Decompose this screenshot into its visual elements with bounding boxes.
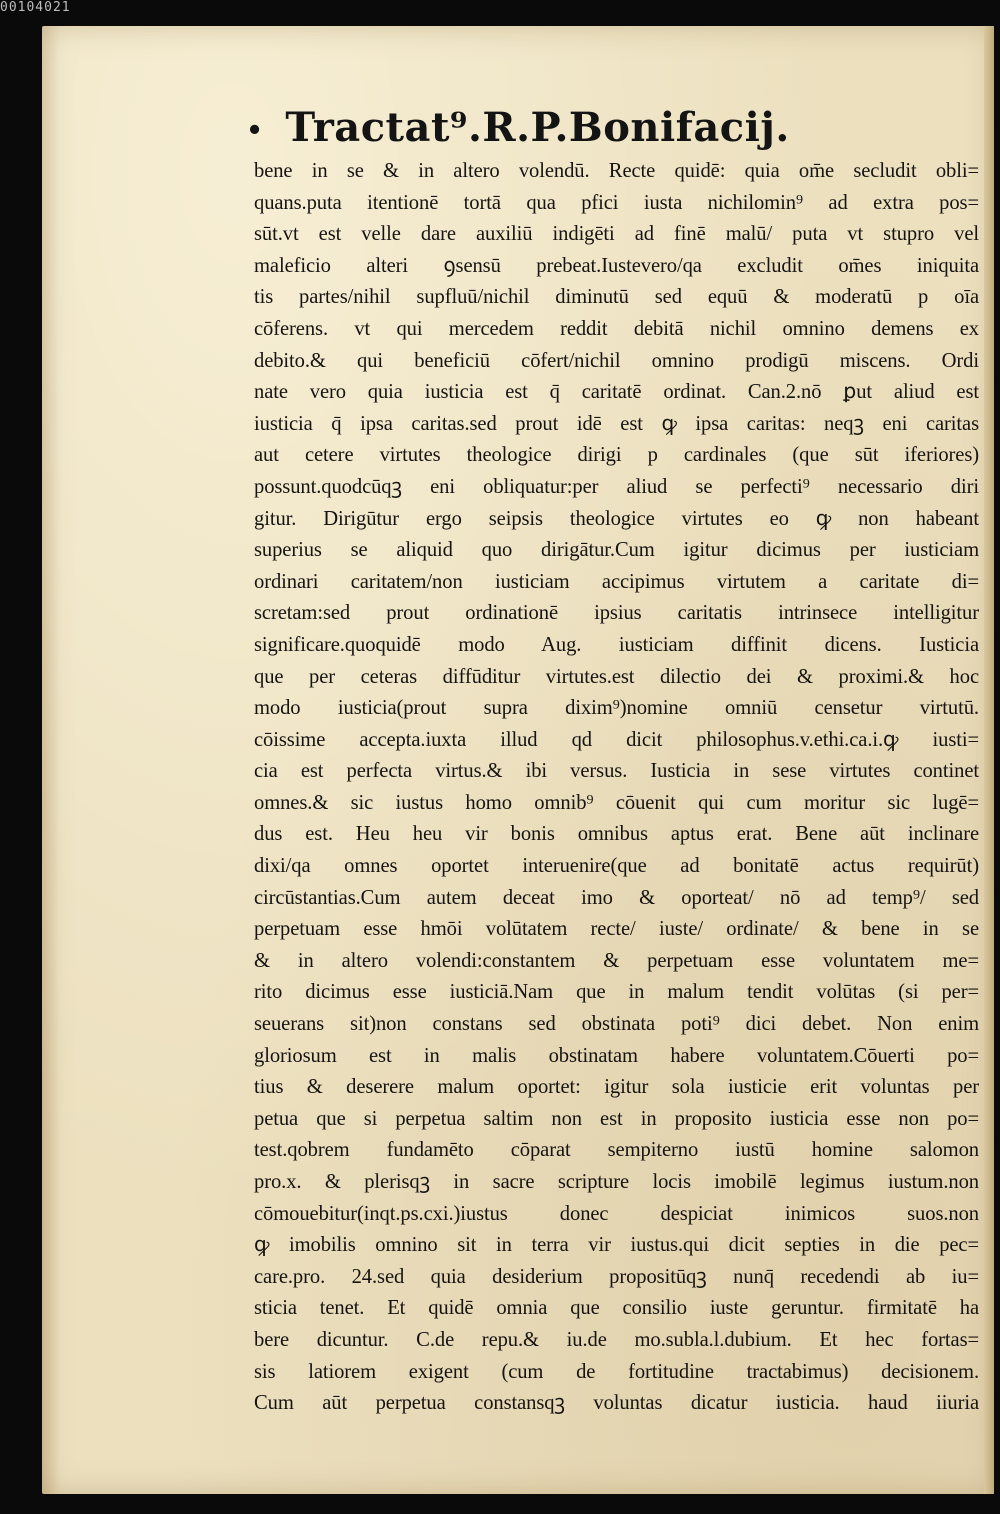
text-line: que per ceteras diffūditur virtutes.est dilectio dei & proximi.& hoc bbox=[254, 665, 979, 688]
text-line: pro.x. & plerisqꝫ in sacre scripture locis imobilē legimus iustum.non bbox=[254, 1171, 979, 1193]
text-line: quans.puta itentionē tortā qua pfici iusta nichilomin⁹ ad extra pos= bbox=[254, 191, 979, 214]
text-line: cōissime accepta.iuxta illud qd dicit philosophus.v.ethi.ca.i.ꝙ iusti= bbox=[254, 728, 979, 751]
text-line: bene in se & in altero volendū. Recte quidē: quia om̄e secludit obli= bbox=[254, 160, 979, 182]
text-line: ordinari caritatem/non iusticiam accipimus virtutem a caritate di= bbox=[254, 570, 979, 593]
text-line: significare.quoquidē modo Aug. iusticiam diffinit dicens. Iusticia bbox=[254, 633, 979, 656]
text-line: tius & deserere malum oportet: igitur sola iusticie erit voluntas per bbox=[254, 1076, 979, 1099]
scan-id-label: 00104021 bbox=[0, 0, 71, 15]
text-line: rito dicimus esse iusticiā.Nam que in malum tendit volūtas (si per= bbox=[254, 981, 979, 1004]
text-line: scretam:sed prout ordinationē ipsius caritatis intrinsece intelligitur bbox=[254, 602, 979, 625]
running-header bbox=[42, 104, 994, 151]
text-line: ꝙ imobilis omnino sit in terra vir iustus.qui dicit septies in die pec= bbox=[254, 1234, 979, 1257]
text-line: test.qobrem fundamēto cōparat sempiterno iustū homine salomon bbox=[254, 1139, 979, 1162]
text-line: modo iusticia(prout supra dixim⁹)nomine omniū censetur virtutū. bbox=[254, 697, 979, 720]
text-line: dus est. Heu heu vir bonis omnibus aptus erat. Bene aūt inclinare bbox=[254, 823, 979, 846]
text-line: care.pro. 24.sed quia desiderium propositūqꝫ nunq̄ recedendi ab iu= bbox=[254, 1265, 979, 1288]
text-line: Cum aūt perpetua constansqꝫ voluntas dicatur iusticia. haud iiuria bbox=[254, 1392, 979, 1415]
text-line: petua que si perpetua saltim non est in proposito iusticia esse non po= bbox=[254, 1107, 979, 1130]
text-line: cia est perfecta virtus.& ibi versus. Iusticia in sese virtutes continet bbox=[254, 760, 979, 783]
text-line: debito.& qui beneficiū cōfert/nichil omnino prodigū miscens. Ordi bbox=[254, 349, 979, 372]
text-line: aut cetere virtutes theologice dirigi p cardinales (que sūt iferiores) bbox=[254, 444, 979, 467]
text-line: gloriosum est in malis obstinatam habere voluntatem.Cōuerti po= bbox=[254, 1044, 979, 1067]
text-line: sūt.vt est velle dare auxiliū indigēti ad finē malū/ puta vt stupro vel bbox=[254, 223, 979, 246]
text-line: & in altero volendi:constantem & perpetuam esse voluntatem me= bbox=[254, 949, 979, 972]
text-line: superius se aliquid quo dirigātur.Cum igitur dicimus per iusticiam bbox=[254, 539, 979, 562]
header-dot-icon: • bbox=[246, 116, 264, 146]
page-edge bbox=[984, 26, 994, 1494]
text-column bbox=[254, 156, 979, 1420]
text-line: seuerans sit)non constans sed obstinata poti⁹ dici debet. Non enim bbox=[254, 1013, 979, 1036]
text-line: omnes.& sic iustus homo omnib⁹ cōuenit qui cum moritur sic lugē= bbox=[254, 791, 979, 814]
text-line: iusticia q̄ ipsa caritas.sed prout idē est ꝙ ipsa caritas: neqꝫ eni caritas bbox=[254, 412, 979, 435]
running-header-text: Tractat⁹.R.P.Bonifacij. bbox=[285, 104, 790, 151]
text-line: tis partes/nihil supfluū/nichil diminutū sed equū & moderatū p oīa bbox=[254, 286, 979, 309]
text-line: possunt.quodcūqꝫ eni obliquatur:per aliud se perfecti⁹ necessario diri bbox=[254, 475, 979, 498]
text-line: circūstantias.Cum autem deceat imo & oporteat/ nō ad temp⁹/ sed bbox=[254, 886, 979, 909]
text-line: gitur. Dirigūtur ergo seipsis theologice virtutes eo ꝙ non habeant bbox=[254, 507, 979, 530]
book-page bbox=[42, 26, 994, 1494]
text-line: bere dicuntur. C.de repu.& iu.de mo.subla.l.dubium. Et hec fortas= bbox=[254, 1328, 979, 1351]
text-line: cōferens. vt qui mercedem reddit debitā nichil omnino demens ex bbox=[254, 317, 979, 340]
text-line: maleficio alteri ꝯsensū prebeat.Iustevero/qa excludit om̄es iniquita bbox=[254, 254, 979, 277]
text-line: cōmouebitur(inqt.ps.cxi.)iustus donec despiciat inimicos suos.non bbox=[254, 1202, 979, 1225]
text-line: sticia tenet. Et quidē omnia que consilio iuste geruntur. firmitatē ha bbox=[254, 1297, 979, 1320]
text-line: nate vero quia iusticia est q̄ caritatē ordinat. Can.2.nō ꝑut aliud est bbox=[254, 381, 979, 404]
text-line: perpetuam esse hmōi volūtatem recte/ iuste/ ordinate/ & bene in se bbox=[254, 918, 979, 941]
text-line: dixi/qa omnes oportet interuenire(que ad bonitatē actus requirūt) bbox=[254, 855, 979, 878]
text-line: sis latiorem exigent (cum de fortitudine tractabimus) decisionem. bbox=[254, 1360, 979, 1383]
